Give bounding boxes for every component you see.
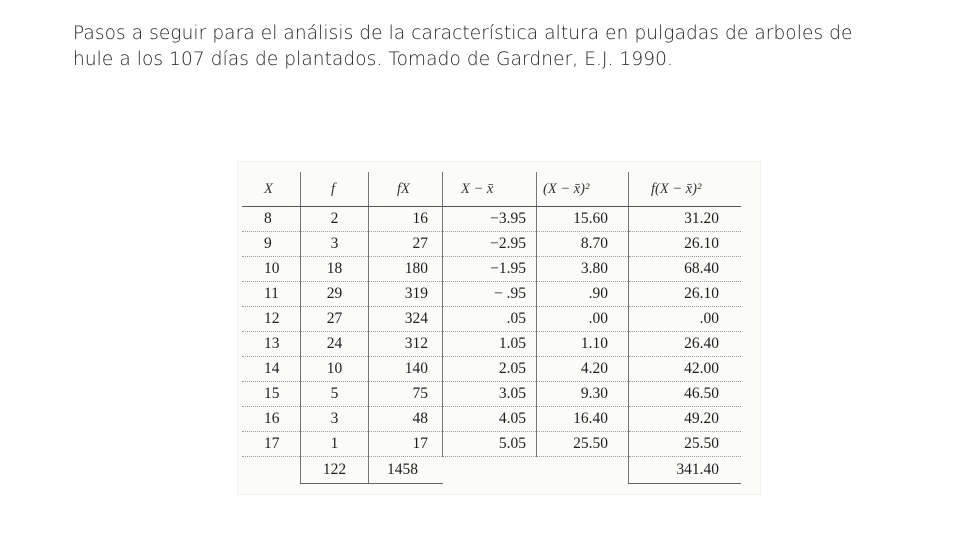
totals-blank-x [242,457,301,484]
cell-x: 14 [242,357,301,382]
cell-deviation: .05 [443,307,537,332]
cell-f-deviation-squared: 25.50 [629,432,742,457]
cell-deviation-squared: .00 [537,307,629,332]
cell-x: 17 [242,432,301,457]
table-row [242,232,741,257]
totals-blank-deviation-squared [537,457,629,484]
table-row [242,257,741,282]
cell-f-deviation-squared: 31.20 [629,207,742,232]
cell-f: 27 [301,307,369,332]
header-x: X [242,172,301,207]
cell-f: 1 [301,432,369,457]
cell-deviation-squared: 4.20 [537,357,629,382]
total-f-deviation-squared: 341.40 [629,457,742,484]
total-fx: 1458 [369,457,443,484]
cell-deviation: −1.95 [443,257,537,282]
caption-line-2: hule a los 107 días de plantados. Tomado de Gardner, E.J. 1990. [73,49,673,70]
cell-deviation-squared: 16.40 [537,407,629,432]
cell-f-deviation-squared: 26.10 [629,232,742,257]
cell-f-deviation-squared: .00 [629,307,742,332]
table-row [242,357,741,382]
header-fx: fX [369,172,443,207]
cell-f: 10 [301,357,369,382]
cell-f-deviation-squared: 42.00 [629,357,742,382]
header-deviation-squared: (X − x̄)² [537,172,629,207]
cell-x: 10 [242,257,301,282]
cell-deviation-squared: 3.80 [537,257,629,282]
cell-deviation-squared: 9.30 [537,382,629,407]
cell-f: 29 [301,282,369,307]
cell-fx: 180 [369,257,443,282]
table-row [242,432,741,457]
cell-deviation: − .95 [443,282,537,307]
cell-f-deviation-squared: 68.40 [629,257,742,282]
caption [73,21,893,73]
totals-blank-deviation [443,457,537,484]
table-row [242,207,741,232]
cell-fx: 312 [369,332,443,357]
cell-f: 24 [301,332,369,357]
header-deviation: X − x̄ [443,172,537,207]
cell-f: 3 [301,232,369,257]
cell-deviation-squared: 25.50 [537,432,629,457]
frequency-table [242,172,741,484]
cell-f: 18 [301,257,369,282]
cell-deviation: 1.05 [443,332,537,357]
cell-deviation-squared: 1.10 [537,332,629,357]
cell-deviation: 3.05 [443,382,537,407]
cell-f-deviation-squared: 26.40 [629,332,742,357]
cell-fx: 17 [369,432,443,457]
cell-f: 3 [301,407,369,432]
cell-deviation-squared: .90 [537,282,629,307]
caption-line-1: Pasos a seguir para el análisis de la característica altura en pulgadas de arboles de [73,23,853,44]
cell-f-deviation-squared: 46.50 [629,382,742,407]
header-f: f [301,172,369,207]
table-row [242,282,741,307]
cell-fx: 27 [369,232,443,257]
cell-x: 8 [242,207,301,232]
cell-fx: 16 [369,207,443,232]
cell-f: 5 [301,382,369,407]
table-row [242,382,741,407]
cell-deviation-squared: 8.70 [537,232,629,257]
cell-fx: 140 [369,357,443,382]
table-row [242,307,741,332]
cell-deviation: 4.05 [443,407,537,432]
cell-deviation: −2.95 [443,232,537,257]
cell-f-deviation-squared: 49.20 [629,407,742,432]
cell-x: 12 [242,307,301,332]
cell-x: 11 [242,282,301,307]
header-f-deviation-squared: f(X − x̄)² [629,172,742,207]
table-row [242,332,741,357]
table-row [242,407,741,432]
cell-deviation: 5.05 [443,432,537,457]
cell-fx: 319 [369,282,443,307]
cell-fx: 48 [369,407,443,432]
cell-x: 13 [242,332,301,357]
cell-deviation: 2.05 [443,357,537,382]
total-f: 122 [301,457,369,484]
cell-fx: 324 [369,307,443,332]
cell-x: 9 [242,232,301,257]
table-header-row [242,172,741,207]
cell-f-deviation-squared: 26.10 [629,282,742,307]
cell-deviation: −3.95 [443,207,537,232]
cell-fx: 75 [369,382,443,407]
cell-deviation-squared: 15.60 [537,207,629,232]
totals-row [242,457,741,484]
cell-x: 16 [242,407,301,432]
cell-f: 2 [301,207,369,232]
cell-x: 15 [242,382,301,407]
